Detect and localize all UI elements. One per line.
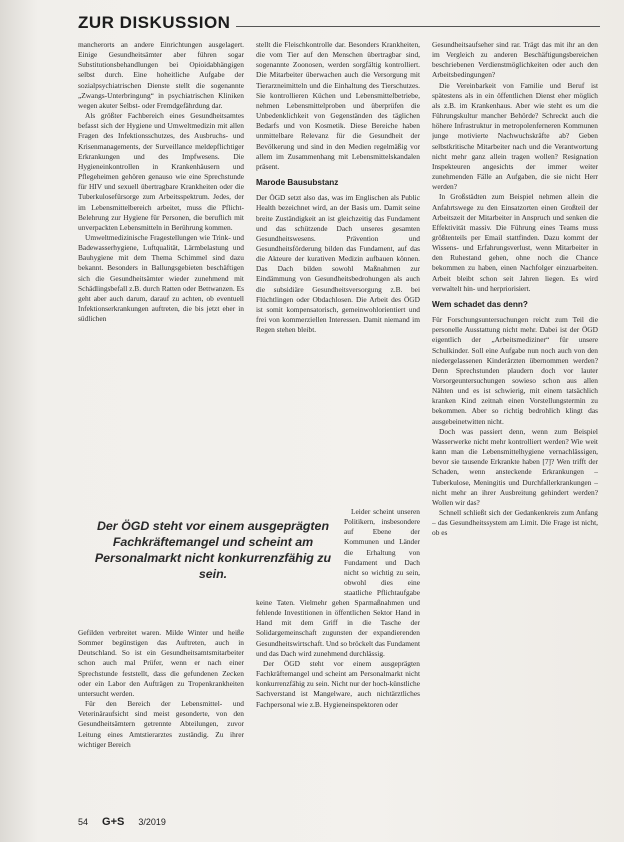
paragraph: Der ÖGD setzt also das, was im Englischen als Public Health bezeichnet wird, an der Basis um. Damit seine breite Zuständigkeit an ist gleichzeitig das Fundament und das schützende Dach unseres gesamten Gesundheitswesens. Prävention und Gesundheitsförderung bilden das Fundament, auf das die Akteure der kurativen Medizin aufbauen können. Das Dach bilden sowohl Maßnahmen zur Eindämmung von Gesundheitsbedrohungen als auch die subsidiäre Gesundheitsversorgung z.B. bei Flüchtlingen oder Obdachlosen. Die Arbeit des ÖGD ist somit kompensatorisch, gemeinwohlorientiert und frei von kommerziellen Interessen. Damit niemand im Regen stehen bleibt. [256, 193, 420, 335]
paragraph: Leider scheint unseren Politikern, insbesondere auf Ebene der Kommunen und Länder die Erhaltung von Fundament und Dach nicht so wichtig zu sein, obwohl dies eine staatliche Pflichtaufgabe [344, 507, 420, 598]
section-header [78, 10, 600, 36]
paragraph: stellt die Fleischkontrolle dar. Besonders Krankheiten, die vom Tier auf den Menschen übertragbar sind, sogenannte Zoonosen, werden sorgfältig kontrolliert. Die Mitarbeiter überwachen auch die Versorgung mit Tierarzneimitteln und die Einhaltung des Tierschutzes. Sie kontrollieren Küchen und Lebensmittelbetriebe, nehmen Lebensmittelproben und überprüfen die Unbedenklichkeit von Gegenständen des täglichen Bedarfs und von Kosmetik. Diese Bereiche haben unmittelbare Relevanz für die Gesundheit der Bevölkerung und sind in den Medien regelmäßig vor allem im Zusammenhang mit Lebensmittelskandalen präsent. [256, 40, 420, 171]
paragraph: mancherorts an andere Einrichtungen ausgelagert. Einige Gesundheitsämter aber führen sogar Substitutionsbehandlungen bei Opioidabhängigen selbst durch. Eine hoheitliche Aufgabe der sozialpsychiatrischen Dienste stellt die sogenannte „Zwangs-Unterbringung“ in psychiatrischen Kliniken wegen akuter Selbst- oder Fremdgefährdung dar. [78, 40, 244, 110]
header-rule [236, 26, 600, 27]
pull-quote-text: Der ÖGD steht vor einem ausgeprägten Fachkräftemangel und scheint am Personalmarkt nicht konkurrenzfähig zu sein. [94, 519, 332, 581]
page-footer [78, 814, 598, 830]
paragraph: Schnell schließt sich der Gedankenkreis zum Anfang – das Gesundheitssystem am Limit. Die Frage ist nicht, ob es [432, 508, 598, 538]
paragraph: Gefilden verbreitet waren. Milde Winter und heiße Sommer begünstigen das Auftreten, auch in Deutschland. So ist ein Gesundheitsamtsmitarbeiter schon auch mal Prüfer, wenn er nach einer Sprechstunde feststellt, dass die gefundenen Zecken oder ein Labor den Aufträgen zu Tropenkrankheiten untersucht werden. [78, 628, 244, 698]
subheading: Marode Bausubstanz [256, 178, 339, 188]
issue-number: 3/2019 [138, 817, 166, 827]
column-2-wrap [344, 507, 420, 599]
paragraph: Für Forschungsuntersuchungen reicht zum Teil die personelle Ausstattung nicht mehr. Dabei ist der ÖGD eigentlich der „Arbeitsmediziner“ für unsere Schulkinder. Soll eine Aufgabe nun noch auch von den niedergelassenen Kinderärzten übernommen werden? Denn Sprechstunden plaudern doch vor lauter Vorsorgeuntersuchungen sowieso schon aus allen Nähten und es ist schwierig, mit einem tatsächlich kranken Kind zeitnah einen Vorstellungstermin zu bekommen. Aber so richtig bedrohlich klingt das ausgebeinetwitten nicht. [432, 315, 598, 426]
column-1-lower [78, 628, 244, 830]
section-title: ZUR DISKUSSION [78, 13, 231, 32]
column-1-upper [78, 40, 244, 515]
column-3 [432, 40, 598, 830]
column-2-upper [256, 40, 420, 510]
column-2-lower [256, 598, 420, 830]
paragraph: Doch was passiert denn, wenn zum Beispiel Wasserwerke nicht mehr kontrolliert werden? Wie weit kann man die Lebensmittelhygiene vernachlässigen, bevor sie tausende Erkrankte haben [7]? Wen trifft der Schaden, wenn ansteckende Erkrankungen – Tuberkulose, Meningitis und Durchfallerkrankungen – nicht mehr an ihrer Ausbreitung gehindert werden? Wollen wir das? [432, 426, 598, 507]
page-number: 54 [78, 817, 89, 827]
journal-logo: G+S [102, 816, 125, 828]
subheading: Wem schadet das denn? [432, 299, 528, 309]
paragraph: Die Vereinbarkeit von Familie und Beruf ist spätestens als in ein öffentlichen Dienst eher möglich als z.B. im Krankenhaus. Aber wie steht es um die Führungskultur mancher Behörde? Schreckt auch die höhere Infrastruktur in metropolenferneren Kommunen junge motivierte Nachwuchskräfte ab? Geben selbstkritische Mitarbeiter nach und die Verantwortung nicht mehr ganz allein tragen wollen? Resignation Inspekteuren angesichts der immer weiter zunehmenden Fälle an Aufgaben, die sie nicht Herr werden? [432, 80, 598, 192]
paragraph: Als größter Fachbereich eines Gesundheitsamtes befasst sich der Hygiene und Umweltmedizin mit allen Fragen des Infektionsschutzes, des Ausbruchs- und Krisenmanagements, der Surveillance meldepflichtiger Erkrankungen und des Impfwesens. Die Hygieneinkontrollen in Krankenhäusern und Pflegeheimen gehören genauso wie eine Sprechstunde für HIV und sexuell übertragbare Krankheiten oder die Tuberkulosefürsorge zum Arbeitsspektrum. Jedes, der im Lebensmittelbereich arbeitet, muss die Pflicht-Belehrung zur Hygiene für Personen, die beruflich mit unverpackten Lebensmitteln in Berührung kommen. [78, 111, 244, 232]
paragraph: Für den Bereich der Lebensmittel- und Veterinäraufsicht sind meist gesonderte, von den Gesundheitsämtern getrennte Abteilungen, zuvor Leitung eines Amtstierarztes zuständig. Zu ihrer wichtiger Bereich [78, 699, 244, 749]
paragraph: In Großstädten zum Beispiel nehmen allein die Anfahrtswege zu den Einsatzorten einen Großteil der Arbeitszeit der Mitarbeiter in Anspruch und senken die Effektivität massiv. Die Führung eines Teams muss größtenteils per Email stattfinden. Dazu kommt der Wissens- und Erfahrungsverlust, wenn Mitarbeiter in den Ruhestand gehen, ohne noch die Chance bekommen zu haben, einen Nachfolger einzuarbeiten. Arbeit bleibt schon seit Jahren liegen. Es wird verwaltelt hin- und herpriorisiert. [432, 192, 598, 293]
paragraph: keine Taten. Vielmehr gehen Sparmaßnahmen und fehlende Investitionen in öffentlichen Sektor Hand in Hand mit dem Griff in die Tasche der Solidargemeinschaft zugunsten der expandierenden Gesundheitswirtschaft. Und so bröckelt das Fundament und das Dach wird zunehmend durchlässig. [256, 598, 420, 658]
paragraph: Umweltmedizinische Fragestellungen wie Trink- und Badewasserhygiene, Luftqualität, Lärmbelastung und Bauhygiene mit dem Thema Schimmel sind dazu bekannt. Besonders in Ballungsgebieten beschäftigen sich die Gesundheitsämter wieder zunehmend mit Schädlingsbefall z.B. durch Ratten oder Bettwanzen. Es geht aber auch darum, darauf zu achten, ob eventuell Infektionserkrankungen auftreten, die bis jetzt eher in südlichen [78, 232, 244, 324]
paragraph: Der ÖGD steht vor einem ausgeprägten Fachkräftemangel und scheint am Personalmarkt nicht konkurrenzfähig zu sein. Nicht nur der hoch-künstliche Sachverstand ist Mangelware, auch nichtärztliches Fachpersonal wie z.B. Hygieneinspektoren oder [256, 658, 420, 709]
paragraph: Gesundheitsaufseher sind rar. Trägt das mit ihr an den im Vergleich zu anderen Beschäftigungsbereichen beschriebenen Verdienstmöglichkeiten oder auch den Arbeitsbedingungen? [432, 40, 598, 80]
